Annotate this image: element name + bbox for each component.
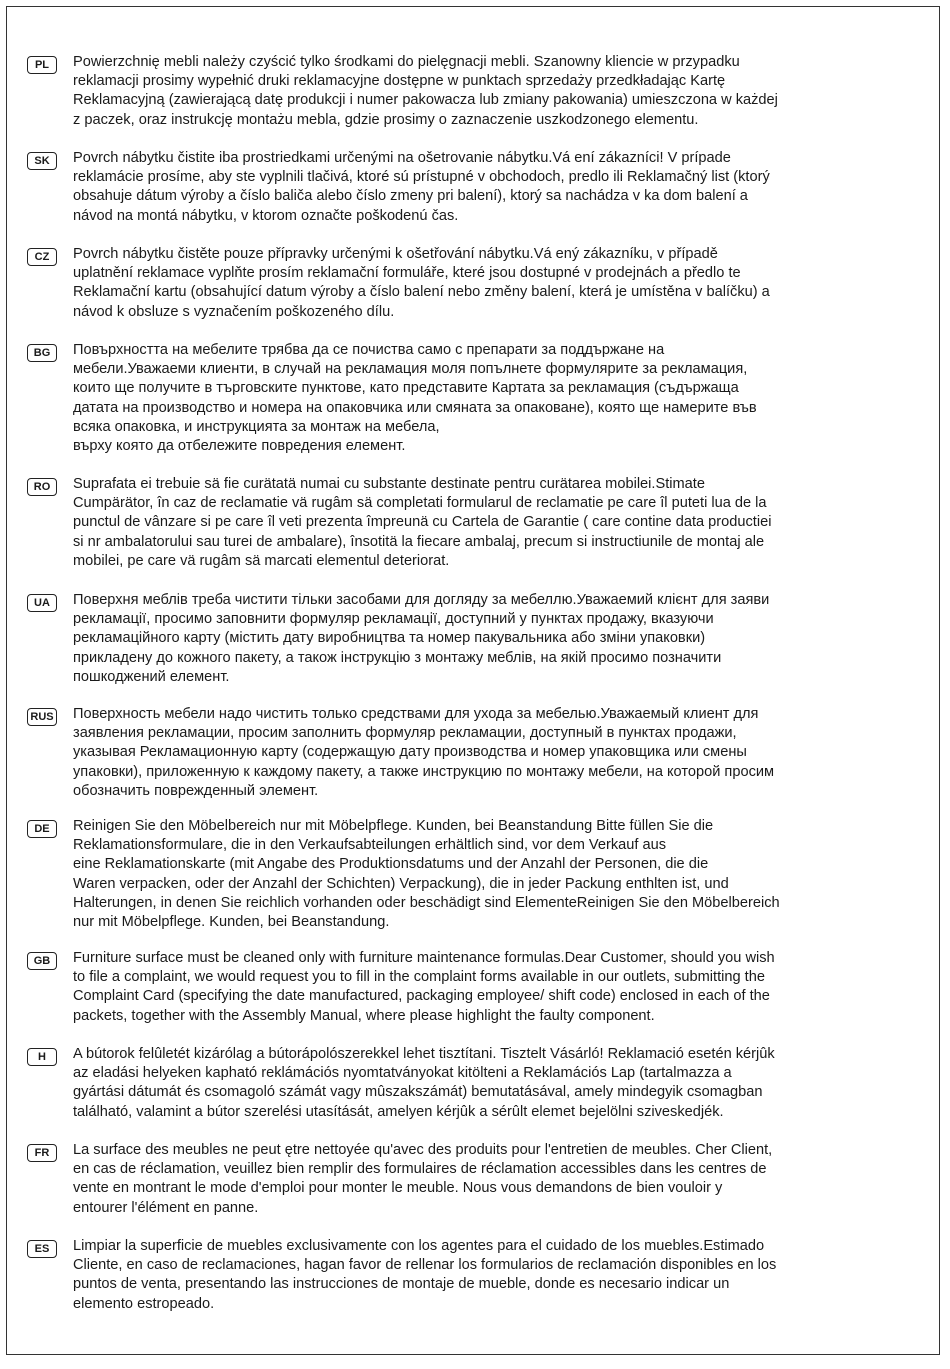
section-paragraph (73, 705, 903, 801)
section-paragraph (73, 341, 903, 456)
paragraph-line: uplatnění reklamace vyplňte prosím reklamační formuláře, které jsou dostupné v prodejnách a předlo te (73, 265, 741, 282)
paragraph-line: Complaint Card (specifying the date manufactured, packaging employee/ shift code) enclosed in each of the (73, 988, 770, 1005)
paragraph-line: návod k obsluze s vyznačením poškozeného dílu. (73, 303, 395, 320)
language-code-badge: RUS (27, 708, 57, 726)
language-code-badge: ES (27, 1240, 57, 1258)
section-paragraph (73, 591, 903, 687)
paragraph-line: Powierzchnię mebli należy czyścić tylko środkami do pielęgnacji mebli. Szanowny kliencie w przypadku (73, 54, 740, 70)
language-code-badge: UA (27, 594, 57, 612)
paragraph-line: en cas de réclamation, veuillez bien remplir des formulaires de réclamation accessibles dans les centres de (73, 1161, 767, 1178)
paragraph-line: packets, together with the Assembly Manual, where please highlight the faulty component. (73, 1007, 655, 1024)
section-paragraph (73, 1141, 903, 1218)
paragraph-line: прикладену до кожного пакету, а також інструкцію з монтажу меблів, на якій просимо позначити (73, 649, 722, 666)
paragraph-line: La surface des meubles ne peut ętre nettoyée qu'avec des produits pour l'entretien de meubles. Cher Client, (73, 1142, 773, 1158)
paragraph-line: рекламаційного карту (містить дату виробництва та номер пакувальника або зміни упаковки) (73, 630, 706, 647)
paragraph-line: z paczek, oraz instrukcję montażu mebla, gdzie prosimy o zaznaczenie uszkodzonego elementu. (73, 111, 699, 128)
paragraph-line: entourer l'élément en panne. (73, 1199, 259, 1216)
language-code-badge: DE (27, 820, 57, 838)
section-paragraph (73, 53, 903, 130)
paragraph-line: Suprafata ei trebuie sä fie curätatä numai cu substante destinate pentru curätarea mobilei.Stimate (73, 476, 705, 492)
paragraph-line: punctul de vânzare si pe care îl veti prezenta împreunä cu Cartela de Garantie ( care contine data productiei (73, 514, 772, 531)
paragraph-line: található, valamint a bútor szerelési utasítását, amelyen kérjûk a sérûlt elemet bejelölni sziveskedjék. (73, 1103, 724, 1120)
language-code-badge: GB (27, 952, 57, 970)
paragraph-line: Reklamacyjną (zawierającą datę produkcji i numer pakowacza lub zmiany pakowania) umieszczona w każdej (73, 92, 778, 109)
paragraph-line: Cliente, en caso de reclamaciones, hagan favor de rellenar los formularios de reclamación disponibles en los (73, 1257, 777, 1274)
paragraph-line: Limpiar la superficie de muebles exclusivamente con los agentes para el cuidado de los muebles.Estimado (73, 1238, 765, 1254)
paragraph-line: указывая Рекламационную карту (содержащую дату производства и номер упаковщика или смены (73, 744, 747, 761)
paragraph-line: Waren verpacken, oder der Anzahl der Schichten) Verpackung), die in jeder Packung enthlten ist, und (73, 875, 729, 892)
paragraph-line: рекламації, просимо заповнити формуляр рекламації, доступний у пунктах продажу, вказуючи (73, 611, 714, 628)
paragraph-line: които ще получите в търговските пунктове, като представите Картата за рекламация (съдържаща (73, 380, 739, 397)
paragraph-line: obsahuje dátum výroby a číslo baliča alebo číslo zmeny pri balení), ktorý sa nachádza v ka dom balení a (73, 188, 748, 205)
section-paragraph (73, 149, 903, 226)
paragraph-line: A bútorok felûletét kizárólag a bútorápolószerekkel lehet tisztítani. Tisztelt Vásárló! Reklamació esetén kérjûk (73, 1046, 775, 1062)
paragraph-line: to file a complaint, we would request you to fill in the complaint forms available in our outlets, submitting the (73, 969, 765, 986)
language-code-badge: CZ (27, 248, 57, 266)
paragraph-line: мебели.Уважаеми клиенти, в случай на рекламация моля попълнете формулярите за рекламация, (73, 361, 748, 378)
section-paragraph (73, 949, 903, 1026)
language-code-badge: SK (27, 152, 57, 170)
paragraph-line: Поверхность мебели надо чистить только средствами для ухода за мебелью.Уважаемый клиент для (73, 706, 759, 722)
paragraph-line: návod na montá nábytku, v ktorom označte poškodenú čas. (73, 207, 459, 224)
section-paragraph (73, 1237, 903, 1314)
language-code-badge: PL (27, 56, 57, 74)
paragraph-line: az eladási helyeken kapható reklámációs nyomtatványokat kitölteni a Reklamációs Lap (tartalmazza a (73, 1065, 732, 1082)
language-code-badge: BG (27, 344, 57, 362)
section-paragraph (73, 475, 903, 571)
paragraph-line: Reinigen Sie den Möbelbereich nur mit Möbelpflege. Kunden, bei Beanstandung Bitte füllen Sie die (73, 818, 714, 834)
paragraph-line: обозначить поврежденный элемент. (73, 782, 319, 799)
paragraph-line: Povrch nábytku čistěte pouze přípravky určenými k ošetřování nábytku.Vá ený zákazníku, v případě (73, 246, 718, 262)
section-paragraph (73, 817, 903, 932)
paragraph-line: Furniture surface must be cleaned only with furniture maintenance formulas.Dear Customer, should you wish (73, 950, 775, 966)
language-code-badge: FR (27, 1144, 57, 1162)
paragraph-line: Povrch nábytku čistite iba prostriedkami určenými na ošetrovanie nábytku.Vá ení zákazníci! V prípade (73, 150, 731, 166)
paragraph-line: puntos de venta, presentando las instrucciones de montaje de mueble, donde es necesario indicar un (73, 1276, 730, 1293)
paragraph-line: gyártási dátumát és csomagoló számát vagy mûszakszámát) bemutatásával, amely mindegyik csomagban (73, 1084, 763, 1101)
language-code-badge: H (27, 1048, 57, 1066)
paragraph-line: Повърхността на мебелите трябва да се почиства само с препарати за поддържане на (73, 342, 665, 358)
paragraph-line: датата на производство и номера на опаковчика или смяната за опаковане), която ще намерите във (73, 399, 757, 416)
document-page (6, 6, 940, 1355)
paragraph-line: nur mit Möbelpflege. Kunden, bei Beanstandung. (73, 914, 390, 931)
paragraph-line: заявления рекламации, просим заполнить формуляр рекламации, доступный в пунктах продажи, (73, 725, 737, 742)
section-paragraph (73, 245, 903, 322)
paragraph-line: Halterungen, in denen Sie reichlich vorhanden oder beschädigt sind ElementeReinigen Sie den Möbelbereich (73, 894, 780, 911)
paragraph-line: върху която да отбележите повредения елемент. (73, 438, 406, 455)
paragraph-line: eine Reklamationskarte (mit Angabe des Produktionsdatums und der Anzahl der Personen, die die (73, 856, 709, 873)
paragraph-line: пошкоджений елемент. (73, 668, 230, 685)
paragraph-line: Reklamationsformulare, die in den Verkaufsabteilungen erhältlich sind, vor dem Verkauf aus (73, 837, 666, 854)
paragraph-line: elemento estropeado. (73, 1295, 215, 1312)
language-code-badge: RO (27, 478, 57, 496)
section-paragraph (73, 1045, 903, 1122)
paragraph-line: mobilei, pe care vä rugâm sä marcati elementul deteriorat. (73, 552, 450, 569)
paragraph-line: Reklamační kartu (obsahující datum výroby a číslo balení nebo změny balení, která je umístěna v balíčku) a (73, 284, 770, 301)
paragraph-line: Поверхня меблів треба чистити тільки засобами для догляду за мебеллю.Уважаемий клієнт для заяви (73, 592, 770, 608)
paragraph-line: упаковки), приложенную к каждому пакету, а также инструкцию по монтажу мебели, на которой просим (73, 763, 775, 780)
paragraph-line: si nr ambalatorului sau turei de ambalare), însotitä la fiecare ambalaj, precum si instructiunile de montaj ale (73, 533, 765, 550)
paragraph-line: reklamacji prosimy wypełnić druki reklamacyjne dostępne w punktach sprzedaży przedkładając Kartę (73, 73, 726, 90)
paragraph-line: vente en montrant le mode d'emploi pour monter le meuble. Nous vous demandons de bien vouloir y (73, 1180, 723, 1197)
paragraph-line: reklamácie prosíme, aby ste vyplnili tlačivá, ktoré sú prístupné v obchodoch, predlo ili Reklamačný list (ktorý (73, 169, 770, 186)
paragraph-line: всяка опаковка, и инструкцията за монтаж на мебела, (73, 418, 440, 435)
paragraph-line: Cumpärätor, în caz de reclamatie vä rugâm sä completati formularul de reclamatie pe care îl puteti lua de la (73, 495, 767, 512)
